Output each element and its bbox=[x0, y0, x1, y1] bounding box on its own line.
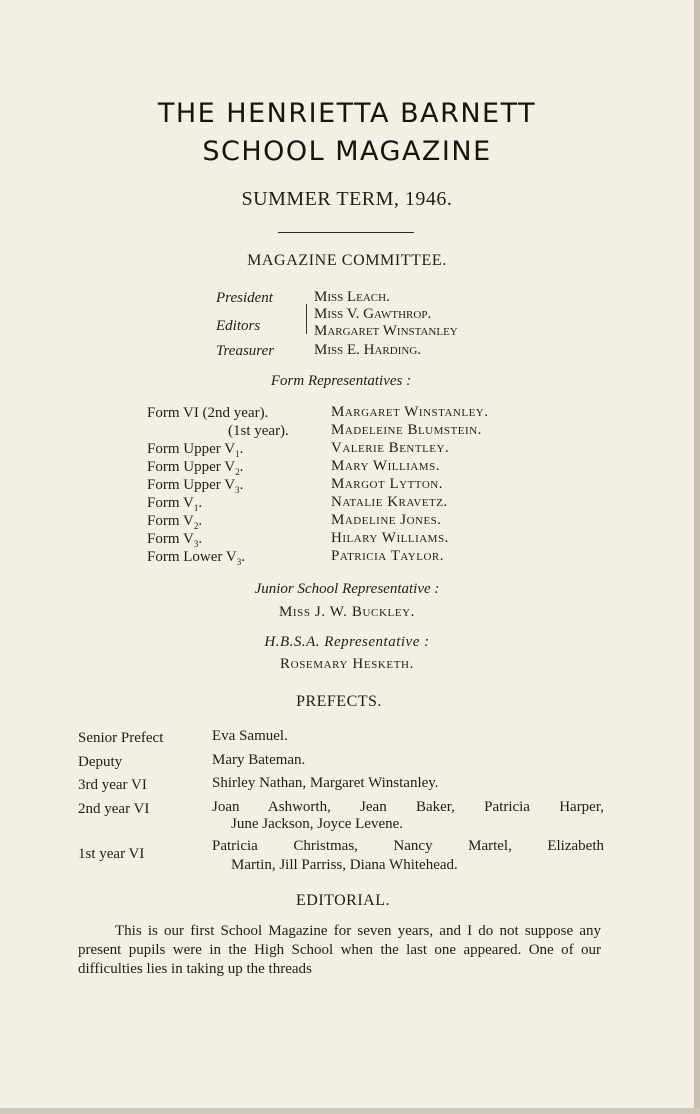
committee-heading: MAGAZINE COMMITTEE. bbox=[247, 252, 447, 269]
magazine-title-line2: SCHOOL MAGAZINE bbox=[202, 136, 492, 167]
officer-role-treasurer: Treasurer bbox=[216, 343, 275, 359]
editors-brace bbox=[306, 304, 311, 334]
officer-name-editor-1: Miss V. Gawthrop. bbox=[314, 306, 432, 322]
page-edge-bottom bbox=[0, 1108, 700, 1114]
form-label: Form $V_2$. bbox=[147, 513, 203, 531]
prefect-names-continued: June Jackson, Joyce Levene. bbox=[231, 816, 404, 832]
form-label: Form $V_3$. bbox=[147, 531, 203, 549]
divider-rule bbox=[278, 232, 414, 233]
editorial-heading: EDITORIAL. bbox=[295, 892, 391, 909]
officer-role-editors: Editors bbox=[216, 318, 261, 334]
form-rep-name: Madeline Jones. bbox=[331, 512, 442, 528]
officer-role-president: President bbox=[216, 290, 273, 306]
prefect-role: 2nd year VI bbox=[78, 801, 150, 817]
prefect-names: Eva Samuel. bbox=[212, 728, 288, 744]
officer-name-editor-2: Margaret Winstanley bbox=[314, 323, 458, 339]
form-label: Form Upper $V_2$. bbox=[147, 459, 244, 477]
prefect-names-continued: Martin, Jill Parriss, Diana Whitehead. bbox=[231, 857, 458, 873]
prefect-names: Mary Bateman. bbox=[212, 752, 306, 768]
prefect-role: 3rd year VI bbox=[78, 777, 147, 793]
form-rep-name: Margaret Winstanley. bbox=[331, 404, 489, 420]
form-label: Form Upper $V_1$. bbox=[147, 441, 244, 459]
officer-name-president: Miss Leach. bbox=[314, 289, 390, 305]
form-rep-name: Margot Lytton. bbox=[331, 476, 443, 492]
form-label: Form VI (2nd year). bbox=[147, 405, 269, 421]
form-rep-name: Patricia Taylor. bbox=[331, 548, 444, 564]
form-reps-heading: Form Representatives : bbox=[270, 373, 412, 389]
prefect-names: Shirley Nathan, Margaret Winstanley. bbox=[212, 775, 439, 791]
form-rep-name: Hilary Williams. bbox=[331, 530, 449, 546]
form-rep-name: Valerie Bentley. bbox=[331, 440, 450, 456]
page-edge-right bbox=[694, 0, 700, 1114]
magazine-title-line1: THE HENRIETTA BARNETT bbox=[157, 98, 537, 129]
form-rep-name: Mary Williams. bbox=[331, 458, 440, 474]
prefect-names: Patricia Christmas, Nancy Martel, Elizabeth bbox=[212, 838, 604, 854]
term-subtitle: SUMMER TERM, 1946. bbox=[241, 188, 453, 210]
prefect-role: Senior Prefect bbox=[78, 730, 164, 746]
form-label: Form Upper $V_3$. bbox=[147, 477, 244, 495]
prefect-role: 1st year VI bbox=[78, 846, 145, 862]
form-label: Form $V_1$. bbox=[147, 495, 203, 513]
prefect-role: Deputy bbox=[78, 754, 123, 770]
form-rep-name: Madeleine Blumstein. bbox=[331, 422, 482, 438]
editorial-paragraph: This is our first School Magazine for seven years, and I do not suppose any present pupils were in the High School when the last one appeared. One of our difficulties lies in taking up the threads bbox=[78, 923, 601, 977]
hbsa-rep-name: Rosemary Hesketh. bbox=[280, 656, 414, 672]
officer-name-treasurer: Miss E. Harding. bbox=[314, 342, 422, 358]
prefects-heading: PREFECTS. bbox=[296, 693, 382, 710]
hbsa-rep-heading: H.B.S.A. Representative : bbox=[264, 634, 430, 650]
junior-rep-heading: Junior School Representative : bbox=[254, 581, 440, 597]
editorial-body bbox=[78, 922, 601, 979]
form-label: (1st year). bbox=[228, 423, 289, 439]
form-label: Form Lower $V_3$. bbox=[147, 549, 245, 567]
form-rep-name: Natalie Kravetz. bbox=[331, 494, 448, 510]
prefect-names: Joan Ashworth, Jean Baker, Patricia Harper, bbox=[212, 799, 604, 815]
junior-rep-name: Miss J. W. Buckley. bbox=[278, 604, 416, 620]
